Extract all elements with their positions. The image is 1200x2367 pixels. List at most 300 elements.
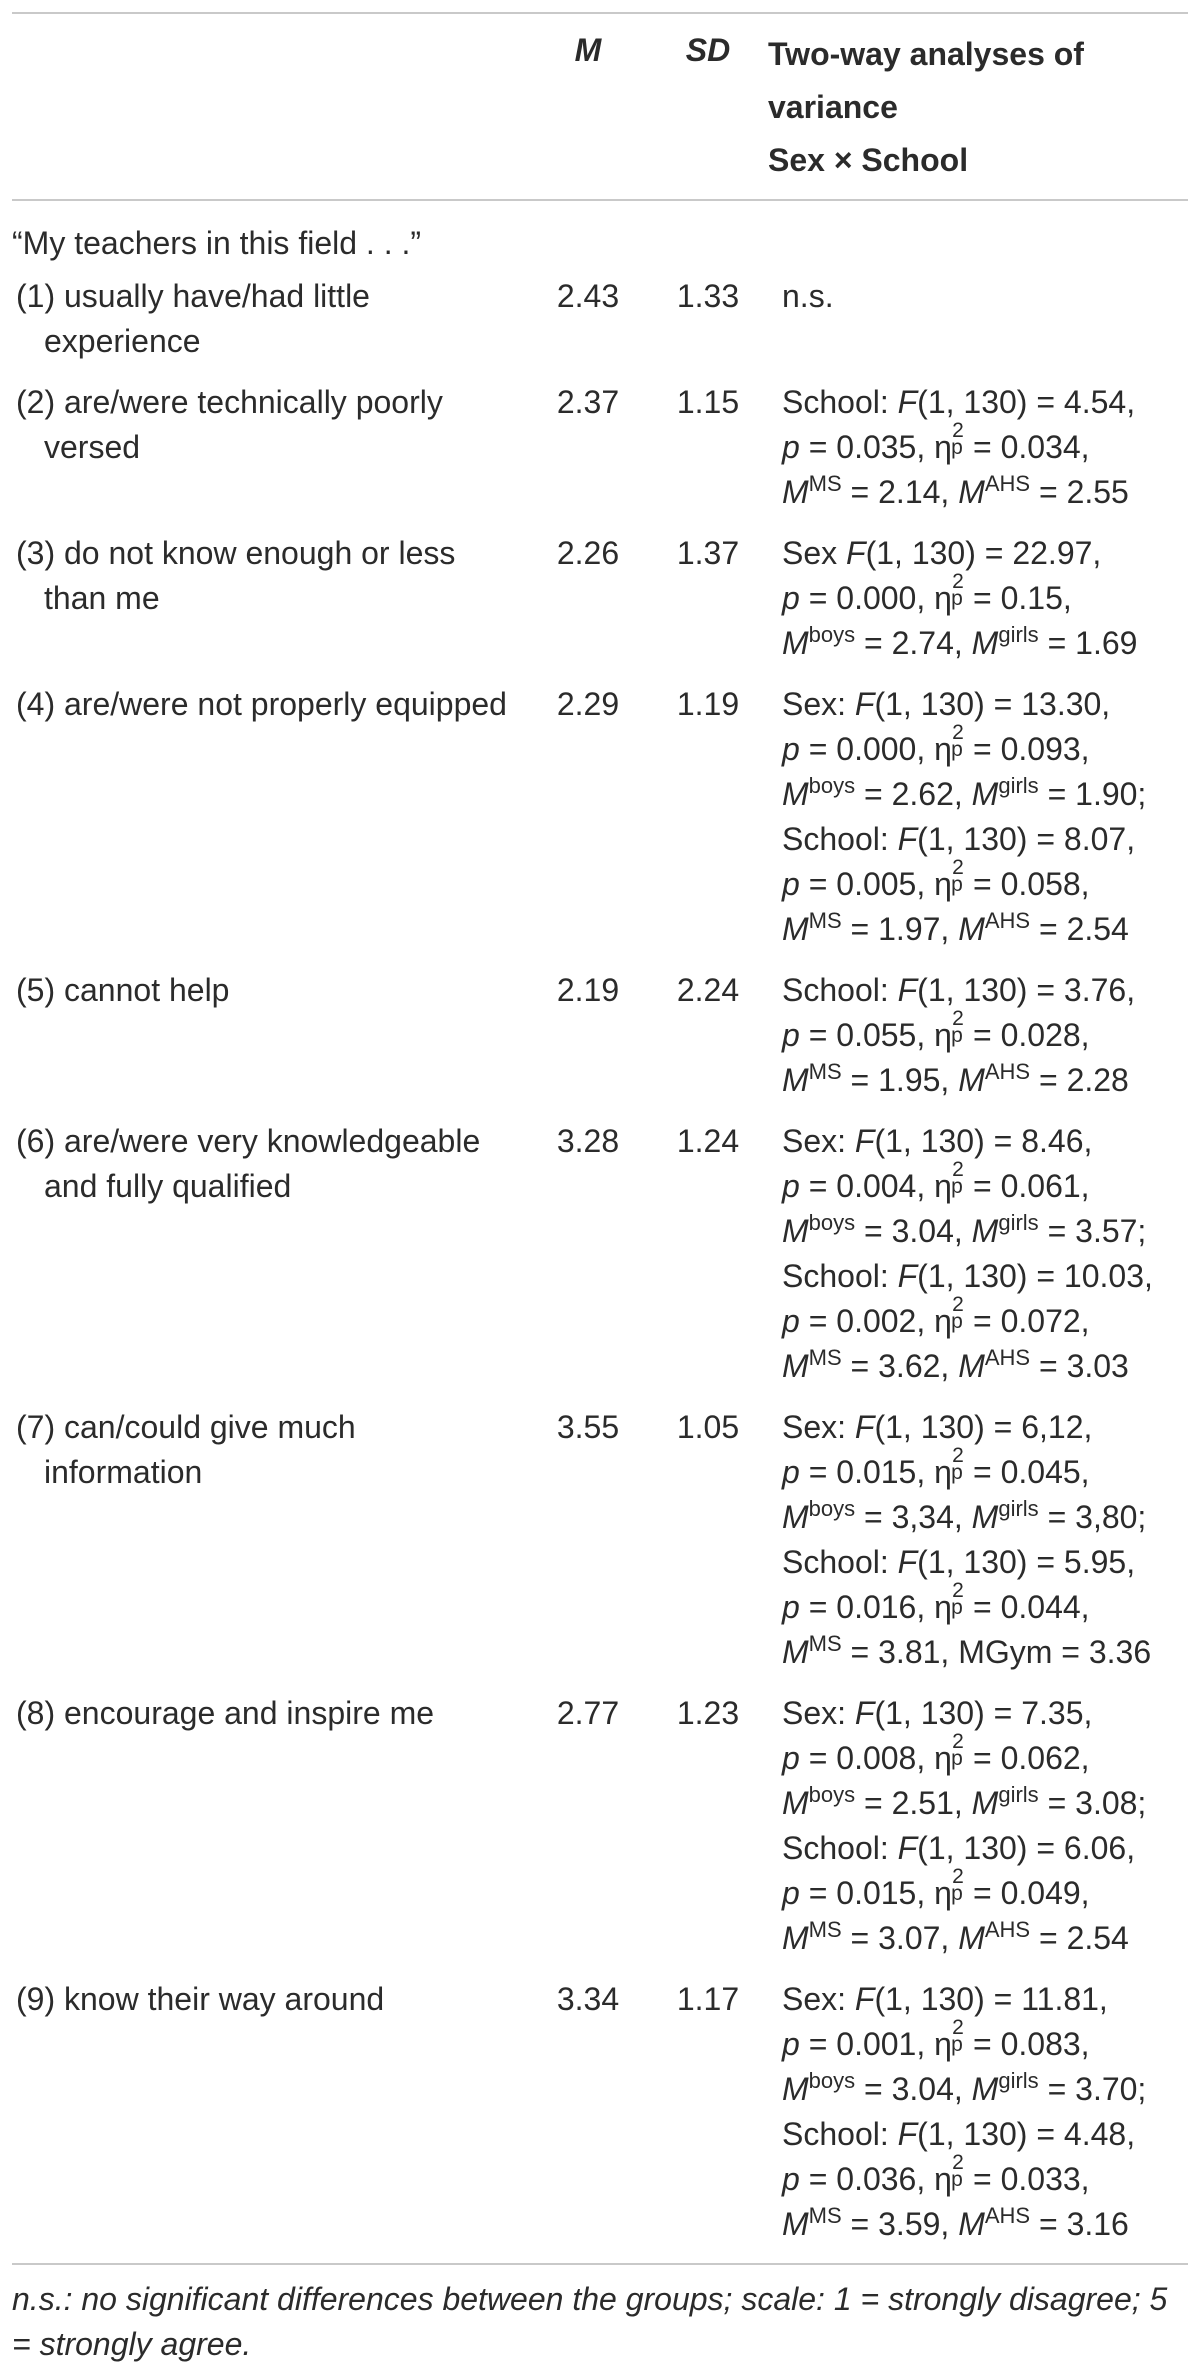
intro-row	[12, 201, 1188, 266]
group-superscript: AHS	[984, 2203, 1031, 2228]
anova-text: School:	[782, 1544, 898, 1580]
anova-text: (1, 130) = 4.48,	[917, 2116, 1136, 2152]
group-superscript: AHS	[984, 471, 1031, 496]
group-superscript: MS	[808, 471, 842, 496]
anova-text: Sex:	[782, 686, 855, 722]
mean-value: 3.34	[556, 1981, 620, 2017]
anova-line	[782, 470, 1188, 515]
anova-line	[782, 721, 1188, 772]
stat-symbol: p	[782, 866, 800, 902]
eta-glyph: η	[934, 866, 952, 902]
anova-line	[782, 274, 1188, 319]
stat-symbol: p	[782, 2161, 800, 2197]
anova-text: = 0.008,	[799, 1740, 935, 1776]
table-row	[12, 960, 1188, 1111]
anova-text: Sex:	[782, 1981, 855, 2017]
stat-symbol: F	[897, 972, 918, 1008]
eta-superscript: 2	[952, 1444, 964, 1467]
partial-eta-squared-symbol	[934, 1730, 964, 1781]
eta-superscript: 2	[952, 1730, 964, 1753]
anova-text: = 2.51,	[855, 1785, 972, 1821]
table-row	[12, 1969, 1188, 2255]
anova-text: Sex:	[782, 1695, 855, 1731]
anova-text: = 0.036,	[799, 2161, 935, 2197]
stat-symbol: F	[846, 535, 866, 571]
mean-value: 2.43	[556, 278, 620, 314]
anova-text: = 0.049,	[964, 1875, 1090, 1911]
mean-value: 3.28	[556, 1123, 620, 1159]
stat-symbol: M	[782, 1499, 809, 1535]
anova-text: = 2.54	[1030, 1920, 1129, 1956]
stat-symbol: F	[854, 1695, 875, 1731]
anova-line	[782, 1540, 1188, 1585]
partial-eta-squared-symbol	[934, 1007, 964, 1058]
anova-text: (1, 130) = 13.30,	[874, 686, 1111, 722]
mean-value: 3.55	[556, 1409, 620, 1445]
eta-glyph: η	[934, 2026, 952, 2062]
stat-symbol: p	[782, 1303, 800, 1339]
stat-symbol: M	[782, 776, 809, 812]
group-superscript: MS	[808, 1059, 842, 1084]
group-superscript: girls	[998, 1210, 1039, 1235]
stat-symbol: F	[897, 1830, 918, 1866]
eta-subscript: p	[951, 1747, 963, 1770]
anova-result	[768, 1683, 1188, 1969]
eta-glyph: η	[934, 580, 952, 616]
eta-subscript: p	[951, 1882, 963, 1905]
table-row	[12, 523, 1188, 674]
stat-symbol: M	[971, 1213, 999, 1249]
results-table	[12, 14, 1188, 2255]
anova-line	[782, 856, 1188, 907]
anova-line	[782, 2112, 1188, 2157]
stat-symbol: M	[971, 1499, 999, 1535]
anova-line	[782, 682, 1188, 727]
anova-text: = 1.90;	[1038, 776, 1147, 812]
group-superscript: AHS	[984, 908, 1031, 933]
anova-text: School:	[782, 1258, 898, 1294]
stat-symbol: p	[782, 1168, 800, 1204]
anova-line	[782, 1158, 1188, 1209]
item-text: (4) are/were not properly equipped	[16, 686, 507, 722]
anova-result	[768, 1969, 1188, 2255]
anova-text: Sex	[782, 535, 847, 571]
stat-symbol: M	[958, 911, 985, 947]
eta-superscript: 2	[952, 1865, 964, 1888]
anova-line	[782, 1691, 1188, 1736]
anova-text: = 3.59,	[841, 2206, 959, 2242]
anova-text: School:	[782, 972, 898, 1008]
stat-symbol: F	[897, 1258, 918, 1294]
group-superscript: MS	[808, 908, 842, 933]
eta-superscript: 2	[952, 1158, 964, 1181]
sd-value: 1.24	[676, 1123, 740, 1159]
header-row	[12, 14, 1188, 199]
anova-text: = 0.045,	[964, 1454, 1090, 1490]
anova-text: = 3.03	[1030, 1348, 1129, 1384]
anova-text: = 0.002,	[799, 1303, 935, 1339]
anova-line	[782, 2202, 1188, 2247]
anova-line	[782, 1781, 1188, 1826]
anova-text: = 3.16	[1030, 2206, 1129, 2242]
header-mean: M	[574, 32, 602, 68]
group-superscript: boys	[808, 622, 856, 647]
anova-text: = 1.95,	[841, 1062, 959, 1098]
eta-subscript: p	[951, 2033, 963, 2056]
group-superscript: girls	[998, 622, 1039, 647]
partial-eta-squared-symbol	[934, 1158, 964, 1209]
sd-value: 1.05	[676, 1409, 740, 1445]
stat-symbol: M	[782, 2071, 809, 2107]
stat-symbol: M	[782, 2206, 809, 2242]
stat-symbol: M	[958, 474, 985, 510]
table-row	[12, 674, 1188, 960]
stat-symbol: M	[958, 1348, 985, 1384]
group-superscript: girls	[998, 2068, 1039, 2093]
anova-text: = 0.015,	[799, 1875, 935, 1911]
anova-line	[782, 2067, 1188, 2112]
results-table-container	[12, 12, 1188, 2367]
stat-symbol: M	[782, 1785, 809, 1821]
anova-result	[768, 266, 1188, 372]
eta-subscript: p	[951, 2168, 963, 2191]
anova-line	[782, 419, 1188, 470]
anova-text: = 0.035,	[799, 429, 935, 465]
stat-symbol: F	[854, 1409, 875, 1445]
anova-line	[782, 1495, 1188, 1540]
anova-line	[782, 1058, 1188, 1103]
eta-subscript: p	[951, 1175, 963, 1198]
anova-result	[768, 674, 1188, 960]
anova-line	[782, 772, 1188, 817]
anova-text: = 0.072,	[964, 1303, 1090, 1339]
anova-text: (1, 130) = 22.97,	[865, 535, 1102, 571]
eta-subscript: p	[951, 436, 963, 459]
stat-symbol: M	[782, 1634, 809, 1670]
anova-line	[782, 1977, 1188, 2022]
stat-symbol: M	[782, 1920, 809, 1956]
anova-text: = 0.000,	[799, 731, 935, 767]
group-superscript: girls	[998, 773, 1039, 798]
stat-symbol: M	[782, 911, 809, 947]
stat-symbol: F	[897, 821, 918, 857]
anova-text: = 1.97,	[841, 911, 959, 947]
anova-text: = 3.57;	[1038, 1213, 1147, 1249]
anova-line	[782, 621, 1188, 666]
anova-text: = 3,80;	[1038, 1499, 1147, 1535]
stat-symbol: F	[897, 2116, 918, 2152]
eta-superscript: 2	[952, 1007, 964, 1030]
anova-text: Sex:	[782, 1123, 855, 1159]
stat-symbol: M	[782, 625, 809, 661]
partial-eta-squared-symbol	[934, 2016, 964, 2067]
anova-text: = 0.093,	[964, 731, 1090, 767]
stat-symbol: M	[971, 625, 999, 661]
anova-text: = 2.28	[1030, 1062, 1129, 1098]
anova-line	[782, 1007, 1188, 1058]
partial-eta-squared-symbol	[934, 1293, 964, 1344]
anova-text: = 0.083,	[964, 2026, 1090, 2062]
anova-result	[768, 1111, 1188, 1397]
anova-line	[782, 2151, 1188, 2202]
group-superscript: boys	[808, 1210, 856, 1235]
stat-symbol: M	[971, 1785, 999, 1821]
partial-eta-squared-symbol	[934, 2151, 964, 2202]
sd-value: 1.23	[676, 1695, 740, 1731]
eta-glyph: η	[934, 1303, 952, 1339]
anova-line	[782, 1405, 1188, 1450]
partial-eta-squared-symbol	[934, 1579, 964, 1630]
anova-result	[768, 1397, 1188, 1683]
anova-line	[782, 1826, 1188, 1871]
item-text: (9) know their way around	[16, 1981, 385, 2017]
stat-symbol: p	[782, 580, 800, 616]
partial-eta-squared-symbol	[934, 570, 964, 621]
anova-text: = 0.033,	[964, 2161, 1090, 2197]
anova-text: School:	[782, 384, 898, 420]
group-superscript: AHS	[984, 1345, 1031, 1370]
stat-symbol: p	[782, 1589, 800, 1625]
anova-text: = 0.044,	[964, 1589, 1090, 1625]
anova-text: = 0.055,	[799, 1017, 935, 1053]
group-superscript: MS	[808, 1917, 842, 1942]
anova-text: = 0.034,	[964, 429, 1090, 465]
eta-subscript: p	[951, 1596, 963, 1619]
anova-text: = 3,34,	[855, 1499, 972, 1535]
mean-value: 2.37	[556, 384, 620, 420]
stat-symbol: p	[782, 2026, 800, 2062]
anova-line	[782, 1119, 1188, 1164]
eta-glyph: η	[934, 1017, 952, 1053]
anova-line	[782, 1916, 1188, 1961]
anova-text: = 2.14,	[841, 474, 959, 510]
sd-value: 1.33	[676, 278, 740, 314]
item-text: (8) encourage and inspire me	[16, 1695, 435, 1731]
eta-superscript: 2	[952, 856, 964, 879]
anova-text: = 3.81, MGym = 3.36	[841, 1634, 1152, 1670]
anova-result	[768, 523, 1188, 674]
eta-superscript: 2	[952, 2151, 964, 2174]
anova-line	[782, 1865, 1188, 1916]
anova-text: = 3.62,	[841, 1348, 959, 1384]
anova-text: = 3.04,	[855, 1213, 972, 1249]
item-text: (6) are/were very knowledgeable and fully qualified	[16, 1123, 481, 1204]
anova-text: = 0.016,	[799, 1589, 935, 1625]
header-anova	[768, 14, 1188, 199]
eta-glyph: η	[934, 1875, 952, 1911]
anova-text: = 3.04,	[855, 2071, 972, 2107]
table-row	[12, 372, 1188, 523]
anova-text: Sex:	[782, 1409, 855, 1445]
intro-text: “My teachers in this field . . .”	[12, 225, 422, 261]
anova-text: = 0.000,	[799, 580, 935, 616]
eta-superscript: 2	[952, 2016, 964, 2039]
header-item	[12, 14, 528, 199]
anova-line	[782, 968, 1188, 1013]
item-text: (3) do not know enough or less than me	[16, 535, 456, 616]
item-text: (1) usually have/had little experience	[16, 278, 370, 359]
mean-value: 2.26	[556, 535, 620, 571]
anova-text: (1, 130) = 5.95,	[917, 1544, 1136, 1580]
stat-symbol: F	[854, 1981, 875, 2017]
anova-text: School:	[782, 1830, 898, 1866]
anova-line	[782, 531, 1188, 576]
anova-line	[782, 1730, 1188, 1781]
group-superscript: girls	[998, 1782, 1039, 1807]
table-row	[12, 1683, 1188, 1969]
group-superscript: girls	[998, 1496, 1039, 1521]
anova-line	[782, 1209, 1188, 1254]
header-anova-line2: variance	[768, 89, 898, 125]
anova-line	[782, 2016, 1188, 2067]
eta-superscript: 2	[952, 419, 964, 442]
stat-symbol: p	[782, 429, 800, 465]
table-body	[12, 199, 1188, 2255]
group-superscript: MS	[808, 1345, 842, 1370]
stat-symbol: M	[782, 474, 809, 510]
table-row	[12, 1111, 1188, 1397]
anova-text: School:	[782, 2116, 898, 2152]
stat-symbol: M	[782, 1213, 809, 1249]
anova-text: (1, 130) = 11.81,	[874, 1981, 1108, 2017]
anova-text: = 2.62,	[855, 776, 972, 812]
eta-glyph: η	[934, 2161, 952, 2197]
anova-line	[782, 1579, 1188, 1630]
anova-line	[782, 907, 1188, 952]
mean-value: 2.77	[556, 1695, 620, 1731]
stat-symbol: F	[897, 1544, 918, 1580]
eta-glyph: η	[934, 1454, 952, 1490]
header-anova-line3: Sex × School	[768, 142, 969, 178]
stat-symbol: M	[958, 2206, 985, 2242]
group-superscript: boys	[808, 1496, 856, 1521]
stat-symbol: p	[782, 1454, 800, 1490]
anova-text: (1, 130) = 3.76,	[917, 972, 1136, 1008]
eta-subscript: p	[951, 738, 963, 761]
stat-symbol: p	[782, 1017, 800, 1053]
eta-subscript: p	[951, 587, 963, 610]
partial-eta-squared-symbol	[934, 721, 964, 772]
mean-value: 2.19	[556, 972, 620, 1008]
anova-text: = 3.08;	[1038, 1785, 1147, 1821]
table-footnote: n.s.: no significant differences between the groups; scale: 1 = strongly disagree; 5 = strongly agree.	[12, 2281, 1168, 2362]
stat-symbol: F	[897, 384, 918, 420]
group-superscript: MS	[808, 1631, 842, 1656]
item-text: (7) can/could give much information	[16, 1409, 356, 1490]
anova-text: (1, 130) = 7.35,	[874, 1695, 1093, 1731]
anova-text: = 2.74,	[855, 625, 972, 661]
anova-text: = 0.005,	[799, 866, 935, 902]
group-superscript: boys	[808, 773, 856, 798]
stat-symbol: M	[958, 1062, 985, 1098]
eta-glyph: η	[934, 429, 952, 465]
anova-line	[782, 570, 1188, 621]
anova-text: = 0.15,	[964, 580, 1072, 616]
anova-text: = 0.015,	[799, 1454, 935, 1490]
anova-text: (1, 130) = 10.03,	[917, 1258, 1153, 1294]
eta-glyph: η	[934, 1740, 952, 1776]
stat-symbol: p	[782, 1740, 800, 1776]
anova-text: n.s.	[782, 278, 834, 314]
stat-symbol: M	[782, 1062, 809, 1098]
anova-line	[782, 1254, 1188, 1299]
mean-value: 2.29	[556, 686, 620, 722]
stat-symbol: p	[782, 1875, 800, 1911]
group-superscript: MS	[808, 2203, 842, 2228]
stat-symbol: M	[971, 776, 999, 812]
eta-superscript: 2	[952, 721, 964, 744]
partial-eta-squared-symbol	[934, 1444, 964, 1495]
anova-text: (1, 130) = 6.06,	[917, 1830, 1136, 1866]
anova-text: (1, 130) = 6,12,	[874, 1409, 1093, 1445]
anova-line	[782, 1444, 1188, 1495]
header-sd: SD	[685, 32, 731, 68]
sd-value: 1.15	[676, 384, 740, 420]
table-row	[12, 266, 1188, 372]
sd-value: 1.17	[676, 1981, 740, 2017]
partial-eta-squared-symbol	[934, 1865, 964, 1916]
stat-symbol: F	[854, 686, 875, 722]
item-text: (5) cannot help	[16, 972, 230, 1008]
partial-eta-squared-symbol	[934, 856, 964, 907]
anova-text: = 3.70;	[1038, 2071, 1147, 2107]
eta-superscript: 2	[952, 1579, 964, 1602]
stat-symbol: p	[782, 731, 800, 767]
eta-subscript: p	[951, 1310, 963, 1333]
anova-text: = 1.69	[1038, 625, 1138, 661]
group-superscript: boys	[808, 1782, 856, 1807]
anova-text: = 0.058,	[964, 866, 1090, 902]
sd-value: 2.24	[676, 972, 740, 1008]
anova-text: = 0.028,	[964, 1017, 1090, 1053]
stat-symbol: M	[958, 1920, 985, 1956]
anova-line	[782, 1344, 1188, 1389]
stat-symbol: M	[782, 1348, 809, 1384]
eta-subscript: p	[951, 1461, 963, 1484]
anova-text: = 3.07,	[841, 1920, 959, 1956]
anova-text: = 0.061,	[964, 1168, 1090, 1204]
anova-text: = 0.001,	[799, 2026, 935, 2062]
anova-line	[782, 1630, 1188, 1675]
eta-glyph: η	[934, 1589, 952, 1625]
anova-text: = 2.55	[1030, 474, 1129, 510]
table-header	[12, 14, 1188, 199]
anova-text: (1, 130) = 8.46,	[874, 1123, 1093, 1159]
group-superscript: AHS	[984, 1917, 1031, 1942]
item-text: (2) are/were technically poorly versed	[16, 384, 443, 465]
anova-line	[782, 817, 1188, 862]
anova-text: School:	[782, 821, 898, 857]
anova-text: = 2.54	[1030, 911, 1129, 947]
anova-line	[782, 1293, 1188, 1344]
table-row	[12, 1397, 1188, 1683]
eta-subscript: p	[951, 1024, 963, 1047]
eta-glyph: η	[934, 1168, 952, 1204]
eta-superscript: 2	[952, 1293, 964, 1316]
stat-symbol: F	[854, 1123, 875, 1159]
sd-value: 1.37	[676, 535, 740, 571]
header-anova-line1: Two-way analyses of	[768, 36, 1084, 72]
group-superscript: boys	[808, 2068, 856, 2093]
stat-symbol: M	[971, 2071, 999, 2107]
anova-line	[782, 380, 1188, 425]
sd-value: 1.19	[676, 686, 740, 722]
partial-eta-squared-symbol	[934, 419, 964, 470]
eta-subscript: p	[951, 873, 963, 896]
anova-text: (1, 130) = 4.54,	[917, 384, 1136, 420]
anova-result	[768, 960, 1188, 1111]
group-superscript: AHS	[984, 1059, 1031, 1084]
